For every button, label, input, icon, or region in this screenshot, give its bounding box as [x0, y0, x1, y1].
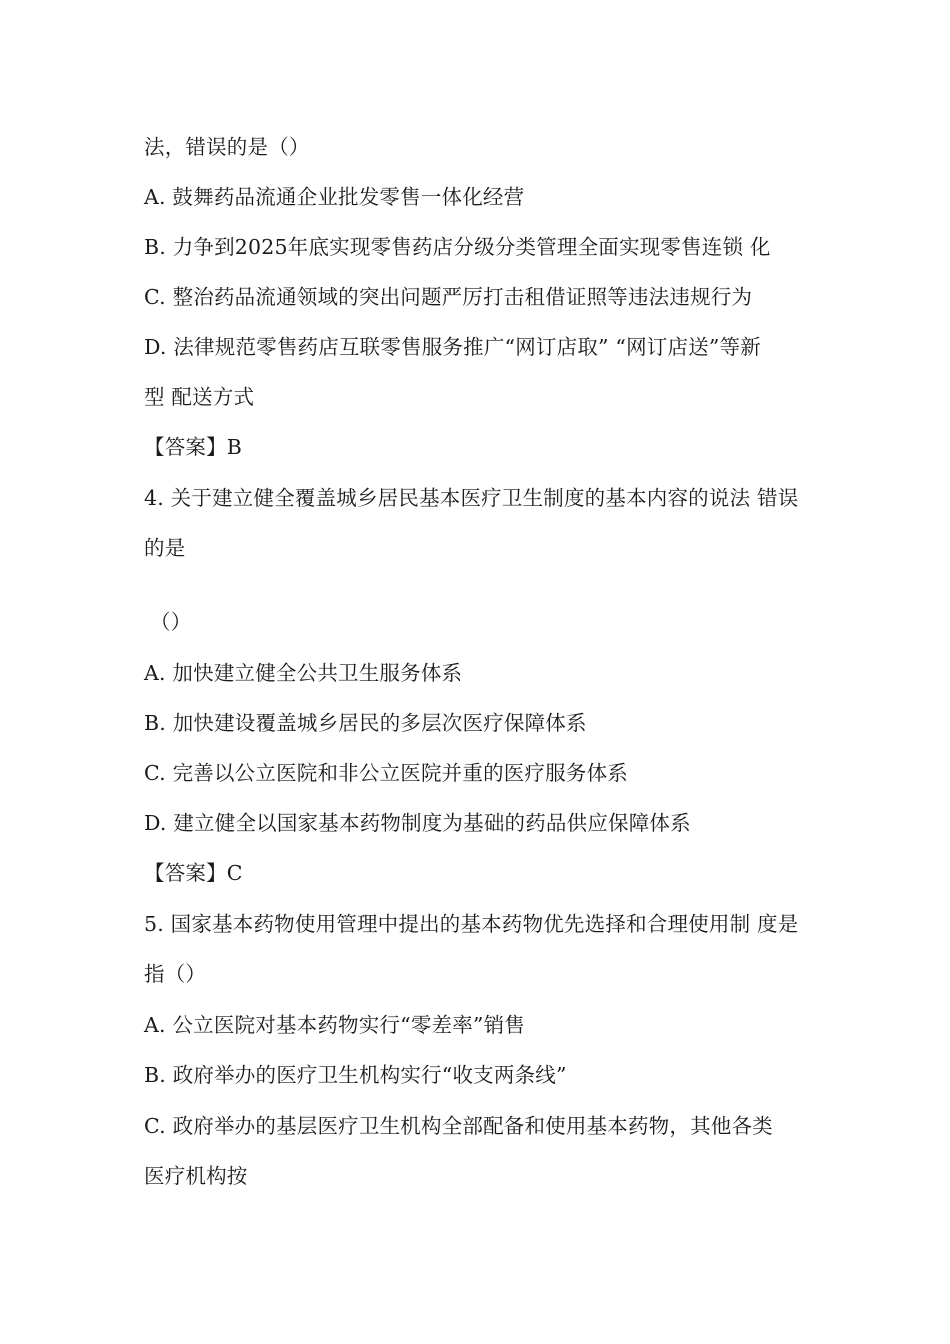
text-line: 医疗机构按: [144, 1164, 248, 1188]
option-a: A. 鼓舞药品流通企业批发零售一体化经营: [144, 185, 525, 209]
text-line: 指（）: [144, 962, 207, 986]
text-line: 法，错误的是（）: [144, 135, 310, 159]
option-d: D. 建立健全以国家基本药物制度为基础的药品供应保障体系: [144, 811, 691, 835]
option-a: A. 公立医院对基本药物实行“零差率”销售: [144, 1013, 525, 1037]
option-c: C. 完善以公立医院和非公立医院并重的医疗服务体系: [144, 761, 628, 785]
question-4: 4. 关于建立健全覆盖城乡居民基本医疗卫生制度的基本内容的说法 错误: [144, 486, 799, 510]
text-line: 型 配送方式: [144, 385, 255, 409]
answer-label: 【答案】C: [144, 861, 243, 885]
option-c: C. 整治药品流通领域的突出问题严厉打击租借证照等违法违规行为: [144, 285, 753, 309]
text-line: 的是: [144, 536, 186, 560]
question-5: 5. 国家基本药物使用管理中提出的基本药物优先选择和合理使用制 度是: [144, 912, 799, 936]
option-d: D. 法律规范零售药店互联零售服务推广“网订店取” “网订店送”等新: [144, 335, 761, 359]
answer-label: 【答案】B: [144, 435, 243, 459]
option-c: C. 政府举办的基层医疗卫生机构全部配备和使用基本药物，其他各类: [144, 1114, 773, 1138]
option-b: B. 加快建设覆盖城乡居民的多层次医疗保障体系: [144, 711, 587, 735]
answer-blank: （）: [150, 610, 192, 634]
option-b: B. 力争到2025年底实现零售药店分级分类管理全面实现零售连锁 化: [144, 235, 771, 259]
option-a: A. 加快建立健全公共卫生服务体系: [144, 661, 463, 685]
option-b: B. 政府举办的医疗卫生机构实行“收支两条线”: [144, 1063, 567, 1087]
